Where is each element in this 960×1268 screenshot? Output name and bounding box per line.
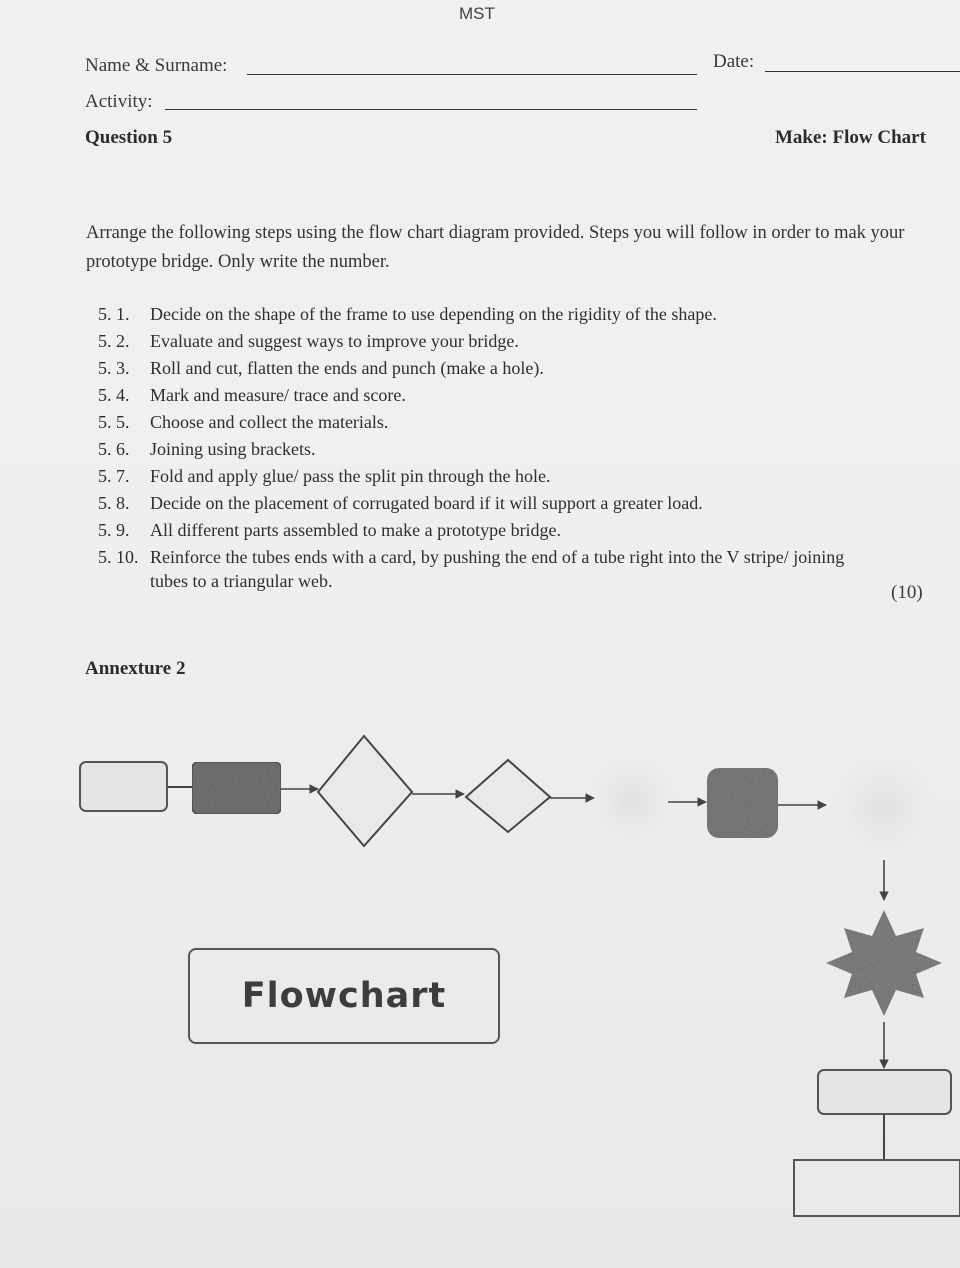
flowchart-faded-circle [836, 759, 932, 855]
question-title: Question 5 [85, 127, 173, 148]
step-number: 5. 9. [98, 520, 130, 540]
step-text: Decide on the shape of the frame to use depending on the rigidity of the shape. [150, 304, 717, 324]
flowchart-label-box [188, 948, 500, 1044]
step-number: 5. 1. [98, 304, 130, 324]
activity-label: Activity: [85, 91, 153, 112]
step-number: 5. 7. [98, 466, 130, 486]
flowchart-dark-rectangle [192, 762, 281, 814]
marks-label: (10) [891, 582, 923, 603]
name-surname-label: Name & Surname: [85, 55, 228, 76]
step-text: Fold and apply glue/ pass the split pin through the hole. [150, 466, 551, 486]
step-number: 5. 8. [98, 493, 130, 513]
make-label: Make: Flow Chart [775, 127, 926, 148]
date-label: Date: [713, 51, 755, 72]
step-text: Evaluate and suggest ways to improve your bridge. [150, 331, 519, 351]
step-text: All different parts assembled to make a prototype bridge. [150, 520, 562, 540]
page-header-label: MST [459, 4, 495, 23]
step-number: 5. 3. [98, 358, 130, 378]
flowchart-rounded-rectangle [818, 1070, 951, 1114]
flowchart-diamond [318, 736, 412, 846]
step-number: 5. 6. [98, 439, 130, 459]
step-text: Decide on the placement of corrugated board if it will support a greater load. [150, 493, 703, 513]
flowchart-label: Flowchart [241, 976, 447, 1016]
step-text: Mark and measure/ trace and score. [150, 385, 406, 405]
annexure-title: Annexture 2 [85, 658, 186, 679]
flowchart-faded-circle [590, 759, 674, 843]
step-text: Choose and collect the materials. [150, 412, 389, 432]
step-number: 5. 4. [98, 385, 130, 405]
step-text: Reinforce the tubes ends with a card, by pushing the end of a tube right into the V stripe/ joining [150, 547, 845, 567]
step-text: Roll and cut, flatten the ends and punch (make a hole). [150, 358, 544, 378]
flowchart-diamond [466, 760, 550, 832]
step-text-continued: tubes to a triangular web. [150, 571, 333, 591]
question-instruction: Arrange the following steps using the flow chart diagram provided. Steps you will follow in order to mak your prototype bridge. Only write the number. [86, 223, 905, 272]
step-number: 5. 2. [98, 331, 130, 351]
flowchart-rounded-rectangle [80, 762, 167, 811]
step-number: 5. 10. [98, 547, 139, 567]
flowchart-rectangle [794, 1160, 960, 1216]
flowchart-dark-star [826, 910, 942, 1016]
flowchart-dark-rounded-square [707, 768, 778, 838]
step-text: Joining using brackets. [150, 439, 316, 459]
step-number: 5. 5. [98, 412, 130, 432]
